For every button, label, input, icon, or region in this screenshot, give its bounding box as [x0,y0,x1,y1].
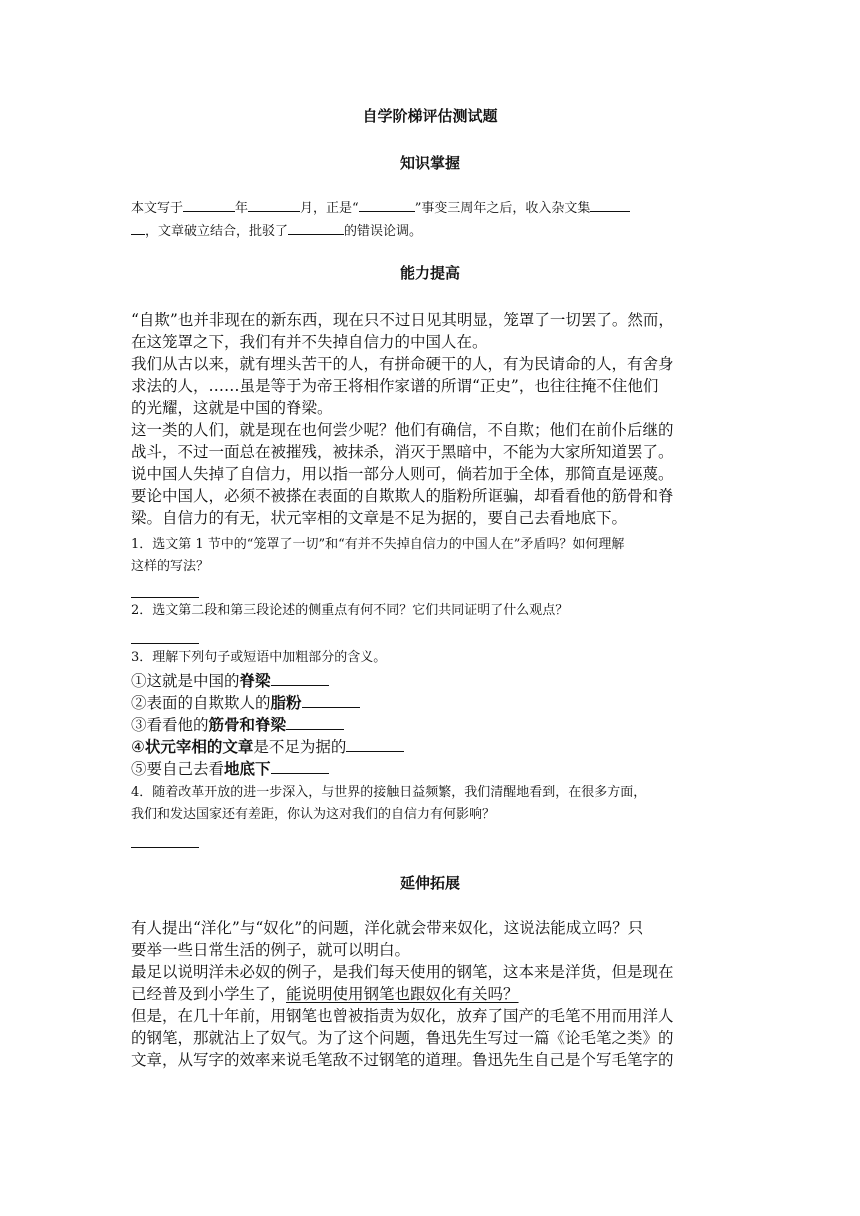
passage-line: 最足以说明洋未必奴的例子，是我们每天使用的钢笔，这本来是洋货，但是现在 [131,963,674,981]
answer-blank[interactable] [346,737,404,752]
blank-month[interactable] [248,197,300,212]
passage-line: “自欺”也并非现在的新东西，现在只不过日见其明显，笼罩了一切罢了。然而， [131,311,674,329]
answer-blank[interactable] [271,671,329,686]
question-4: 4．随着改革开放的进一步深入，与世界的接触日益频繁，我们清醒地看到，在很多方面， 我们和发达国家还有差距，你认为这对我们的自信力有何影响？ [131,785,647,822]
blank-argument[interactable] [288,220,344,235]
passage-line: 已经普及到小学生了，能说明使用钢笔也跟奴化有关吗？ [131,985,519,1003]
question-3: 3．理解下列句子或短语中加粗部分的含义。 [131,650,387,665]
answer-blank[interactable] [302,693,360,708]
question-1: 1．选文第 1 节中的“笼罩了一切”和“有并不失掉自信力的中国人在”矛盾吗？如何理解 这样的写法？ [131,537,625,574]
reading-passage [131,309,731,529]
passage-line: 的光耀，这就是中国的脊梁。 [131,399,333,417]
q3-item: ①这就是中国的脊梁 [131,670,731,692]
q3-item: ⑤要自己去看地底下 [131,758,731,780]
blank-year[interactable] [183,197,235,212]
question-3-items [131,670,731,780]
fill-in-question [131,197,731,243]
section-heading-ability: 能力提高 [399,264,460,282]
passage-line: 的钢笔，那就沾上了奴气。为了这个问题，鲁迅先生写过一篇《论毛笔之类》的 [131,1029,674,1047]
passage-line: 我们从古以来，就有埋头苦干的人，有拼命硬干的人，有为民请命的人，有舍身 [131,355,674,373]
answer-blank[interactable] [271,759,329,774]
blank-collection[interactable] [590,197,630,212]
underlined-question: 能说明使用钢笔也跟奴化有关吗？ [286,985,519,1003]
answer-blank[interactable] [286,715,344,730]
answer-blank-q1[interactable] [131,583,199,598]
question-2: 2．选文第二段和第三段论述的侧重点有何不同？它们共同证明了什么观点？ [131,603,569,618]
blank-collection-cont[interactable] [131,220,145,235]
passage-line: 在这笼罩之下，我们有并不失掉自信力的中国人在。 [131,333,488,351]
fill-line-2: ，文章破立结合，批驳了 的错误论调。 [131,220,731,243]
section-heading-extension: 延伸拓展 [399,874,460,892]
q3-item: ③看看他的筋骨和脊梁 [131,714,731,736]
passage-line: 梁。自信力的有无，状元宰相的文章是不足为据的，要自己去看地底下。 [131,509,628,527]
passage-line: 要举一些日常生活的例子，就可以明白。 [131,941,411,959]
q3-item: ②表面的自欺欺人的脂粉 [131,692,731,714]
section-heading-knowledge: 知识掌握 [399,154,460,172]
passage-line: 文章，从写字的效率来说毛笔敌不过钢笔的道理。鲁迅先生自己是个写毛笔字的 [131,1051,674,1069]
blank-event[interactable] [359,197,415,212]
document-title: 自学阶梯评估测试题 [362,107,498,125]
extension-passage [131,917,731,1071]
passage-line: 但是，在几十年前，用钢笔也曾被指责为奴化，放弃了国产的毛笔不用而用洋人 [131,1007,674,1025]
q3-item: ④状元宰相的文章是不足为据的 [131,736,731,758]
passage-line: 这一类的人们，就是现在也何尝少呢？他们有确信，不自欺；他们在前仆后继的 [131,421,674,439]
answer-blank-q2[interactable] [131,629,199,644]
passage-line: 说中国人失掉了自信力，用以指一部分人则可，倘若加于全体，那简直是诬蔑。 [131,465,674,483]
passage-line: 要论中国人，必须不被搽在表面的自欺欺人的脂粉所诓骗，却看看他的筋骨和脊 [131,487,674,505]
answer-blank-q4[interactable] [131,833,199,848]
passage-line: 求法的人，……虽是等于为帝王将相作家谱的所谓“正史”，也往往掩不住他们 [131,377,659,395]
passage-line: 战斗，不过一面总在被摧残，被抹杀，消灭于黑暗中，不能为大家所知道罢了。 [131,443,674,461]
fill-line-1: 本文写于 年 月，正是“ ”事变三周年之后，收入杂文集 [131,197,731,220]
passage-line: 有人提出“洋化”与“奴化”的问题，洋化就会带来奴化，这说法能成立吗？只 [131,919,644,937]
